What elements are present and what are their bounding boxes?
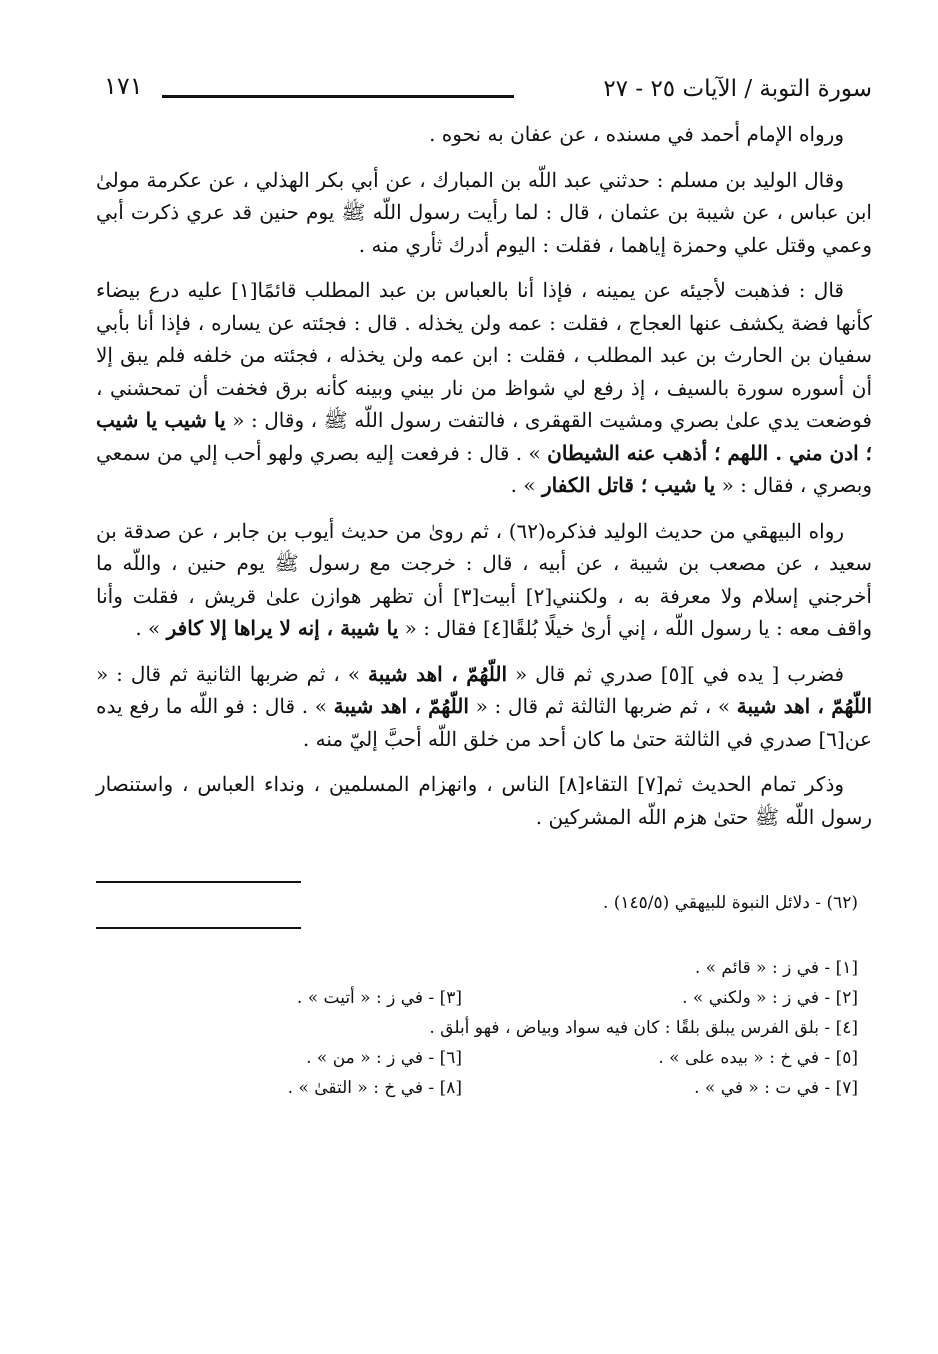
hadith-text-bold: يا شيب ؛ قاتل الكفار [541, 473, 716, 497]
footnote-62: (٦٢) - دلائل النبوة للبيهقي (١٤٥/٥) . [602, 893, 858, 913]
note-row [96, 1043, 872, 1073]
note-item: [٢] - في ز : « ولكني » . [682, 988, 858, 1008]
page-number: ١٧١ [104, 72, 143, 100]
variant-notes [96, 953, 872, 1103]
hadith-text-bold: اللّهُمّ ، اهد شيبة [368, 661, 508, 686]
note-item: [٧] - في ت : « في » . [694, 1078, 858, 1098]
note-item: [٣] - في ز : « أتيت » . [296, 988, 462, 1008]
page-header [96, 58, 872, 118]
note-item: [٥] - في خ : « بيده على » . [658, 1048, 858, 1068]
paragraph [96, 768, 872, 833]
paragraph-text: رواه البيهقي من حديث الوليد فذكره(٦٢) ، ثم روىٰ من حديث أيوب بن جابر ، عن صدقة بن سعيد ، عن مصعب بن شيبة ، عن أبيه ، قال : خرجت مع رسول ﷺ يوم حنين ، واللّه ما أخرجني إسلام ولا معرفة به ، ولكنني[٢] أبيت[٣] أن تظهر هوازن علىٰ قريش ، فقلت وأنا واقف معه : يا رسول اللّه ، إني أرىٰ خيلًا بُلقًا[٤] فقال : « [96, 518, 872, 640]
note-item: [١] - في ز : « قائم » . [694, 958, 858, 978]
paragraph-text: » ، ثم ضربها الثانية ثم قال : « [96, 661, 368, 686]
paragraph-text: وقال الوليد بن مسلم : حدثني عبد اللّه بن المبارك ، عن أبي بكر الهذلي ، عن عكرمة مولىٰ ابن عباس ، عن شيبة بن عثمان ، قال : لما رأيت رسول اللّه ﷺ يوم حنين قد عري ذكرت أبي وعمي وقتل علي وحمزة إياهما ، فقلت : اليوم أدرك ثأري منه . [96, 167, 872, 257]
note-row [96, 1073, 872, 1103]
paragraph [96, 658, 872, 756]
paragraph-text: » . قال : فو اللّه ما رفع يده عن[٦] صدري في الثالثة حتىٰ ما كان أحد من خلق اللّه أحبَّ إليّ منه . [96, 694, 872, 751]
hadith-text-bold: اللّهُمّ ، اهد شيبة [333, 694, 469, 718]
note-item: [٦] - في ز : « من » . [306, 1048, 462, 1068]
paragraph-text: ورواه الإمام أحمد في مسنده ، عن عفان به نحوه . [429, 122, 844, 146]
paragraph [96, 515, 872, 645]
hadith-text-bold: يا شيبة ، إنه لا يراها إلا كافر [166, 616, 399, 640]
paragraph-text: فضرب [ يده في ][٥] صدري ثم قال « [507, 661, 845, 686]
note-item: [٨] - في خ : « التقىٰ » . [287, 1078, 462, 1098]
header-rule [162, 95, 514, 98]
note-item: [٤] - بلق الفرس يبلق بلقًا : كان فيه سواد وبياض ، فهو أبلق . [429, 1018, 858, 1038]
paragraph [96, 274, 872, 502]
note-row [96, 1013, 872, 1043]
running-title: سورة التوبة / الآيات ٢٥ - ٢٧ [603, 76, 872, 102]
paragraph-text: » . قال : فرفعت إليه بصري ولهو أحب إلي من سمعي وبصري ، فقال : « [96, 440, 872, 497]
paragraph-text: » . [135, 616, 167, 640]
paragraph-text: قال : فذهبت لأجيئه عن يمينه ، فإذا أنا بالعباس بن عبد المطلب قائمًا[١] عليه درع بيضاء كأنها فضة يكشف عنها العجاج ، فقلت : عمه ولن يخذله . قال : فجئته عن يساره ، فإذا أنا بأبي سفيان بن الحارث بن عبد المطلب ، فقلت : ابن عمه ولن يخذله ، فجئته من خلفه فلم يبق إلا أن أسوره سورة بالسيف ، إذ رفع لي شواظ من نار بيني وبينه كأنه برق فخفت أن تمحشني ، فوضعت يدي علىٰ بصري ومشيت القهقرى ، فالتفت رسول اللّه ﷺ ، وقال : « [96, 278, 872, 432]
paragraph-text: » ، ثم ضربها الثالثة ثم قال : « [468, 694, 737, 718]
hadith-text-bold: اللّهُمّ ، اهد شيبة [736, 694, 873, 718]
document-page [96, 58, 872, 1103]
body-text [96, 118, 872, 833]
note-row [96, 983, 872, 1013]
paragraph-text: وذكر تمام الحديث ثم[٧] التقاء[٨] الناس ، وانهزام المسلمين ، ونداء العباس ، واستنصار رسول اللّه ﷺ حتىٰ هزم اللّه المشركين . [96, 772, 872, 829]
note-row [96, 953, 872, 983]
hadith-text-bold: يا شيب يا شيب ؛ ادن مني . اللهم ؛ أذهب عنه الشيطان [96, 408, 872, 465]
paragraph-text: » . [510, 473, 542, 497]
paragraph [96, 164, 872, 262]
paragraph [96, 118, 872, 151]
